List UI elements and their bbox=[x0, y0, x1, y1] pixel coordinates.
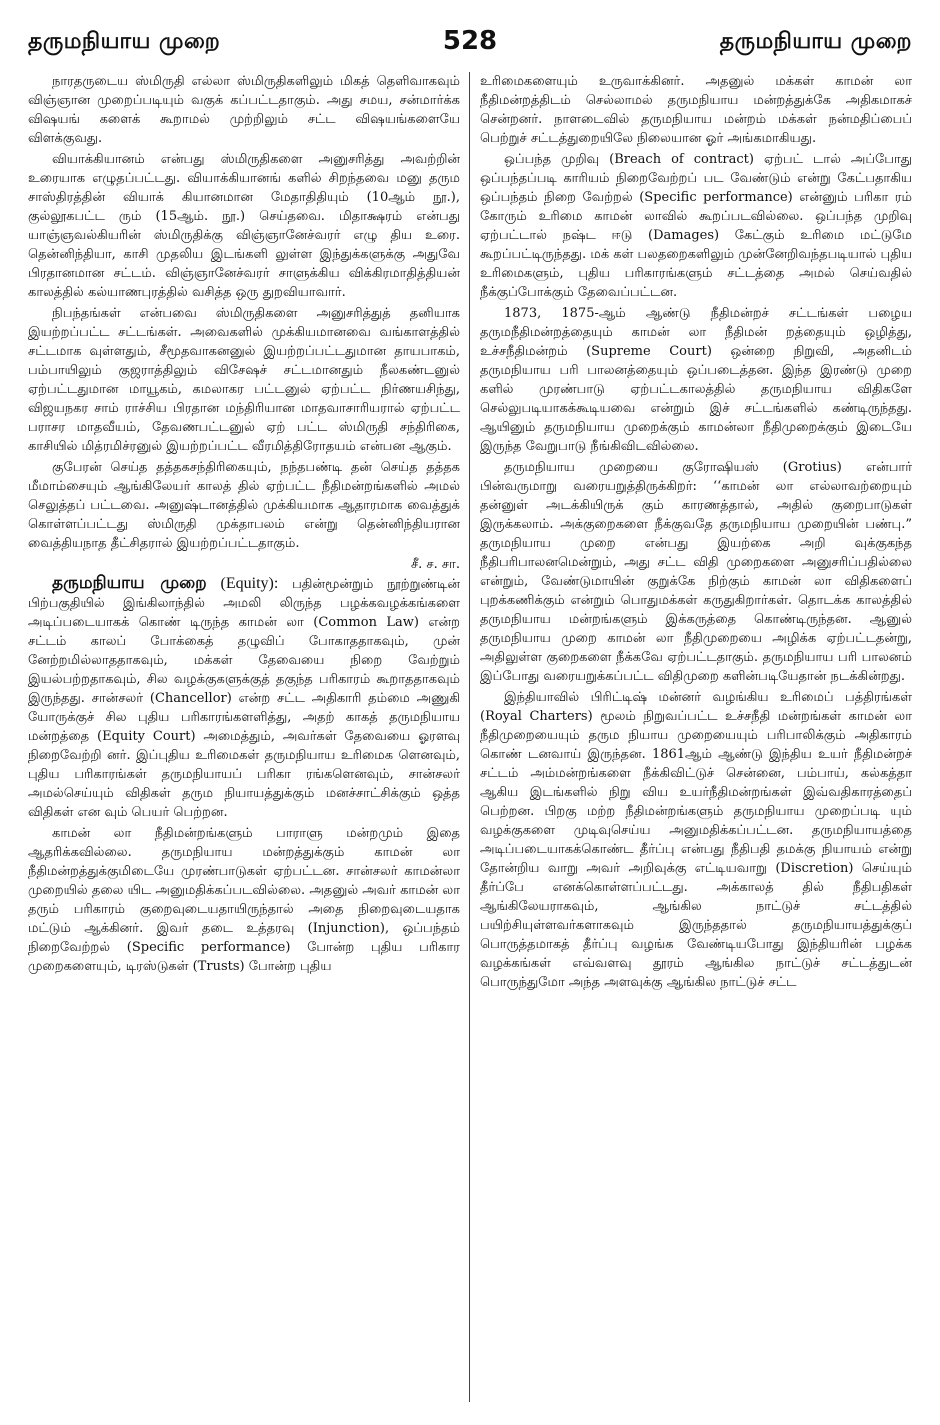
paragraph: வியாக்கியானம் என்பது ஸ்மிருதிகளை அனுசரித்து அவற்றின் உரையாக எழுதப்பட்டது. வியாக்கியானங் களில் சிறந்தவை மனு தரும சாஸ்திரத்தின் வியாக் கியானமான மேதாதிதியும் (10ஆம் நூ.), குல்லூகபட்ட ரும் (15ஆம். நூ.) செய்தவை. மிதாக்ஷரம் என்பது யாஞ்ஞவல்கியரின் ஸ்மிருதிக்கு விஞ்ஞானேச்வரர் எழு திய உரை. தென்னிந்தியா, காசி முதலிய இடங்களி லுள்ள இந்துக்களுக்கு அதுவே பிரதானமான சட்டம். விஞ்ஞானேச்வரர் சாளுக்கிய விக்கிரமாதித்தியன் காலத்தில் கல்யாணபுரத்தில் வசித்த ஒரு துறவியாவார். bbox=[28, 152, 460, 300]
column-divider bbox=[469, 72, 470, 1402]
paragraph: நிபந்தங்கள் என்பவை ஸ்மிருதிகளை அனுசரித்துத் தனியாக இயற்றப்பட்ட சட்டங்கள். அவைகளில் முக்கியமானவை வங்காளத்தில் சட்டமாக வுள்ளதும், சீமூதவாகனனுல் இயற்றப்பட்டதுமான தாயபாகம், பம்பாயிலும் குஜராத்திலும் விசேஷச் சட்டமானதும் நீலகண்டனுல் ஏற்பட்டதுமான மாயூகம், கமலாகர பட்டனுல் ஏற்பட்ட நிர்ணயசிந்து, விஜயநகர சாம் ராச்சிய பிரதான மந்திரியான மாதவாசாரியரால் ஏற்பட்ட பராசர மாதவீயம், தேவணபட்டனுல் ஏற் பட்ட ஸ்மிருதி சந்திரிகை, காசியில் மித்ரமிச்ரனுல் இயற்றப்பட்ட வீரமித்திரோதயம் என்பன ஆகும். bbox=[28, 306, 460, 454]
entry-heading-paragraph bbox=[28, 574, 460, 822]
paragraph: நாரதருடைய ஸ்மிருதி எல்லா ஸ்மிருதிகளிலும் மிகத் தெளிவாகவும் விஞ்ஞான முறைப்படியும் வகுக் கப்பட்டதாகும். அது சமய, சன்மார்க்க விஷயங் களைக் கூறாமல் முற்றிலும் சட்ட விஷயங்களையே விளக்குவது. bbox=[28, 74, 460, 146]
running-head-left: தருமநியாய முறை bbox=[28, 28, 221, 54]
page-header bbox=[28, 28, 912, 64]
paragraph: குபேரன் செய்த தத்தகசந்திரிகையும், நந்தபண்டி தன் செய்த தத்தக மீமாம்சையும் ஆங்கிலேயர் காலத் தில் ஏற்பட்ட நீதிமன்றங்களில் அமல் செலுத்தப் பட்டவை. அனுஷ்டானத்தில் முக்கியமாக ஆதாரமாக வைத்துக் கொள்ளப்பட்டது ஸ்மிருதி முக்தாபலம் என்று தென்னிந்தியரான வைத்தியநாத தீட்சிதரால் இயற்றப்பட்டதாகும். bbox=[28, 460, 460, 551]
entry-title: தருமநியாய முறை bbox=[52, 573, 207, 593]
page-number: 528 bbox=[442, 26, 498, 56]
paragraph: தருமநியாய முறையை குரோஷியஸ் (Grotius) என்பார் பின்வருமாறு வரையறுத்திருக்கிறர்: ‘‘காமன் லா எல்லாவற்றையும் தன்னுள் அடக்கியிருக் கும் காரணத்தால், அதில் குறைபாடுகள் இருக்கலாம். அக்குறைகளை நீக்குவதே தருமநியாய முறையின் பண்பு.” தருமநியாய முறை என்பது இயற்கை அறி வுக்குகந்த நீதிபரிபாலனமென்றும், அது சட்ட விதி முறைகளை அனுசரிப்பதில்லை என்றும், வேண்டுமாயின் குறுக்கே நிற்கும் காமன் லா விதிகளைப் புறக்கணிக்கும் என்றும் பொதுமக்கள் கருதுகிறார்கள். தொடக்க காலத்தில் தருமநியாய மன்றங்களும் இக்கருத்தை கொண்டிருந்தன. ஆனுல் தருமநியாய முறை காமன் லா நீதிமுறையை அழிக்க ஏற்பட்டதன்று, அதிலுள்ள குறைகளை நீக்கவே ஏற்பட்டதாகும். தருமநியாய பரி பாலனம் இப்போது வரையறுக்கப்பட்ட விதிமுறை களின்படியேதான் நடக்கின்றது. bbox=[480, 460, 912, 684]
right-column bbox=[480, 72, 912, 1402]
entry-text: பதின்மூன்றும் நூற்றுண்டின் பிற்பகுதியில் இங்கிலாந்தில் அமலி லிருந்த பழக்கவழக்கங்களை அடிப்படையாகக் கொண் டிருந்த காமன் லா (Common Law) என்ற சட்டம் காலப் போக்கைத் தழுவிப் போகாததாகவும், முன் னேற்றமில்லாததாகவும், மக்கள் தேவையை நிறை வேற்றும் இயல்பற்றதாகவும், சில வழக்குகளுக்குத் தகுந்த பரிகாரம் கூறாததாகவும் இருந்தது. சான்சலர் (Chancellor) என்ற சட்ட அதிகாரி தம்மை அணுகி யோருக்குச் சில புதிய பரிகாரங்களளித்து, அதற் காகத் தருமநியாய மன்றத்தை (Equity Court) அமைத்தும், அவர்கள் தேவையை ஓரளவு நிறைவேற்றி னர். இப்புதிய உரிமைகள் தருமநியாய உரிமைக ளெனவும், புதிய பரிகாரங்கள் தருமநியாயப் பரிகா ரங்களெனவும், சான்சலர் அமல்செய்யும் விதிகள் தரும நியாயத்துக்கும் மனச்சாட்சிக்கும் ஒத்த விதிகள் என வும் பெயர் பெற்றன. bbox=[28, 577, 460, 820]
two-column-body bbox=[28, 72, 912, 1402]
entry-title-english: (Equity): bbox=[220, 575, 279, 592]
paragraph: 1873, 1875-ஆம் ஆண்டு நீதிமன்றச் சட்டங்கள் பழைய தருமநீதிமன்றத்தையும் காமன் லா நீதிமன் றத்தையும் ஒழித்து, உச்சநீதிமன்றம் (Supreme Court) ஒன்றை நிறுவி, அதனிடம் தருமநியாய பரி பாலனத்தையும் ஒப்படைத்தன. இந்த இரண்டு முறை களில் முரண்பாடு ஏற்பட்டகாலத்தில் தருமநியாய விதிகளே செல்லுபடியாகக்கூடியவை என்றும் இச் சட்டங்களில் கண்டிருந்தது. ஆயினும் தருமநியாய முறைக்கும் காமன்லா நீதிமுறைக்கும் இடையே இருந்த வேறுபாடு நீங்கிவிடவில்லை. bbox=[480, 306, 912, 454]
running-head-right: தருமநியாய முறை bbox=[719, 28, 912, 54]
author-initials: சீ. ச. சா. bbox=[410, 557, 460, 572]
paragraph: ஒப்பந்த முறிவு (Breach of contract) ஏற்பட் டால் அப்போது ஒப்பந்தப்படி காரியம் நிறைவேற்றப் பட வேண்டும் என்று கேட்பதாகிய ஒப்பந்தம் நிறை வேற்றல் (Specific performance) என்னும் பரிகா ரம் கோரும் உரிமை காமன் லாவில் கூறப்படவில்லை. ஒப்பந்த முறிவு ஏற்பட்டால் நஷ்ட ஈடு (Damages) கேட்கும் உரிமை மட்டுமே கூறப்பட்டிருந்தது. மக் கள் பலதறைகளிலும் முன்னேறிவந்தபடியால் புதிய உரிமைகளும், புதிய பரிகாரங்களும் சட்டத்தை அமல் செய்வதில் நீக்குப்போக்கும் தேவைப்பட்டன. bbox=[480, 152, 912, 300]
paragraph: காமன் லா நீதிமன்றங்களும் பாராளு மன்றமும் இதை ஆதரிக்கவில்லை. தருமநியாய மன்றத்துக்கும் காமன் லா நீதிமன்றத்துக்குமிடையே முரண்பாடுகள் ஏற்பட்டன. சான்சலர் காமன்லா முறையில் தலை யிட அனுமதிக்கப்படவில்லை. அதனுல் அவர் காமன் லா தரும் பரிகாரம் குறைவுடையதாயிருந்தால் அதை நிறைவுடையதாக மட்டும் ஆக்கினர். இவர் தடை உத்தரவு (Injunction), ஒப்பந்தம் நிறைவேற்றல் (Specific performance) போன்ற புதிய பரிகார முறைகளையும், டிரஸ்டுகள் (Trusts) போன்ற புதிய bbox=[28, 826, 460, 974]
paragraph: இந்தியாவில் பிரிட்டிஷ் மன்னர் வழங்கிய உரிமைப் பத்திரங்கள் (Royal Charters) மூலம் நிறுவப்பட்ட உச்சநீதி மன்றங்கள் காமன் லா நீதிமுறையையும் தரும நியாய முறையையும் பரிபாலிக்கும் அதிகாரம் கொண் டனவாய் இருந்தன. 1861ஆம் ஆண்டு இந்திய உயர் நீதிமன்றச் சட்டம் அம்மன்றங்களை நீக்கிவிட்டுச் சென்னை, பம்பாய், கல்கத்தா ஆகிய இடங்களில் நிறு விய உயர்நீதிமன்றங்கள் இவ்வதிகாரத்தைப் பெற்றன. பிறகு மற்ற நீதிமன்றங்களும் தருமநியாய முறைப்படி யும் வழக்குகளை முடிவுசெய்ய அனுமதிக்கப்பட்டன. தருமநியாயத்தை அடிப்படையாகக்கொண்ட தீர்ப்பு என்பது நீதிபதி தமக்கு நியாயம் என்று தோன்றிய வாறு அவர் அறிவுக்கு எட்டியவாறு (Discretion) செய்யும் தீர்ப்பே எனக்கொள்ளப்பட்டது. அக்காலத் தில் நீதிபதிகள் ஆங்கிலேயராகவும், ஆங்கில நாட்டுச் சட்டத்தில் பயிற்சியுள்ளவர்களாகவும் இருந்ததால் தருமநியாயத்துக்குப் பொருத்தமாகத் தீர்ப்பு வழங்க வேண்டியபோது இந்தியரின் பழக்க வழக்கங்கள் எவ்வளவு தூரம் ஆங்கில நாட்டுச் சட்டத்துடன் பொருந்துமோ அந்த அளவுக்கு ஆங்கில நாட்டுச் சட்ட bbox=[480, 690, 912, 990]
paragraph: உரிமைகளையும் உருவாக்கினர். அதனுல் மக்கள் காமன் லா நீதிமன்றத்திடம் செல்லாமல் தருமநியாய மன்றத்துக்கே அதிகமாகச் சென்றனர். நாளடைவில் தருமநியாய மன்றம் மக்கள் நன்மதிப்பைப் பெற்றுச் சட்டத்துறையிலே நிலையான ஓர் அங்கமாகியது. bbox=[480, 74, 912, 146]
left-column bbox=[28, 72, 460, 1402]
author-signature-row bbox=[28, 555, 460, 574]
